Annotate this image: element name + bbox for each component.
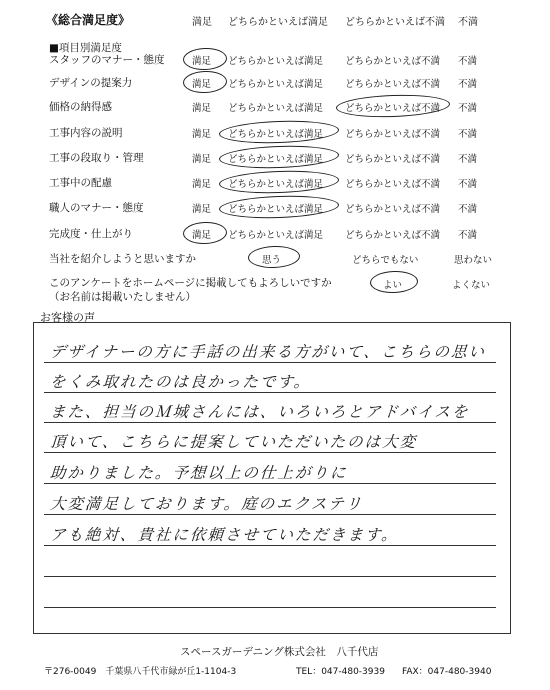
item-7-option-0[interactable]: 満足	[192, 230, 212, 241]
item-label-0: スタッフのマナー・態度	[49, 54, 165, 66]
publish-option-0[interactable]: よい	[383, 280, 403, 291]
handwritten-line-6: アも絶対、貴社に依頼させていただきます。	[49, 526, 400, 544]
item-6-option-2[interactable]: どちらかといえば不満	[345, 204, 441, 215]
item-7-option-1[interactable]: どちらかといえば満足	[228, 230, 324, 241]
item-0-option-3[interactable]: 不満	[458, 56, 478, 67]
ruled-line	[44, 392, 496, 393]
ruled-line	[44, 607, 496, 608]
item-4-option-0[interactable]: 満足	[192, 154, 212, 165]
publish-note: （お名前は掲載いたしません）	[49, 291, 196, 303]
referral-option-2[interactable]: 思わない	[454, 255, 493, 266]
handwritten-line-2: また、担当のＭ城さんには、いろいろとアドバイスを	[49, 403, 471, 421]
selection-circle	[219, 119, 340, 145]
referral-option-0[interactable]: 思う	[262, 255, 282, 266]
selection-circle	[248, 245, 301, 269]
item-4-option-2[interactable]: どちらかといえば不満	[345, 154, 441, 165]
handwritten-line-3: 頂いて、こちらに提案していただいたのは大変	[49, 433, 418, 451]
selection-circle	[183, 47, 228, 71]
publish-option-1[interactable]: よくない	[452, 280, 491, 291]
company-name: スペースガーデニング株式会社 八千代店	[180, 646, 379, 658]
handwritten-line-5: 大変満足しております。庭のエクステリ	[49, 495, 364, 513]
item-2-option-3[interactable]: 不満	[458, 103, 478, 114]
item-5-option-1[interactable]: どちらかといえば満足	[228, 179, 324, 190]
item-4-option-3[interactable]: 不満	[458, 154, 478, 165]
selection-circle	[183, 70, 228, 94]
selection-circle	[219, 169, 340, 195]
ruled-line	[44, 422, 496, 423]
item-2-option-0[interactable]: 満足	[192, 103, 212, 114]
item-7-option-2[interactable]: どちらかといえば不満	[345, 230, 441, 241]
ruled-line	[44, 483, 496, 484]
referral-label: 当社を紹介しようと思いますか	[49, 253, 196, 265]
header-option-3: 不満	[458, 17, 478, 28]
item-6-option-1[interactable]: どちらかといえば満足	[228, 204, 324, 215]
item-1-option-1[interactable]: どちらかといえば満足	[228, 79, 324, 90]
selection-circle	[183, 221, 228, 245]
item-label-5: 工事中の配慮	[49, 177, 112, 189]
item-1-option-2[interactable]: どちらかといえば不満	[345, 79, 441, 90]
handwritten-line-0: デザイナーの方に手話の出来る方がいて、こちらの思い	[49, 343, 487, 361]
header-option-1: どちらかといえば満足	[228, 17, 328, 28]
handwritten-line-4: 助かりました。予想以上の仕上がりに	[49, 464, 349, 482]
handwritten-line-1: をくみ取れたのは良かったです。	[49, 373, 312, 391]
selection-circle	[370, 270, 419, 294]
item-label-6: 職人のマナー・態度	[49, 202, 144, 214]
ruled-line	[44, 514, 496, 515]
item-label-3: 工事内容の説明	[49, 127, 123, 139]
survey-title: 《総合満足度》	[46, 13, 131, 27]
item-7-option-3[interactable]: 不満	[458, 230, 478, 241]
item-label-1: デザインの提案力	[49, 77, 133, 89]
item-5-option-3[interactable]: 不満	[458, 179, 478, 190]
ruled-line	[44, 362, 496, 363]
ruled-line	[44, 452, 496, 453]
item-3-option-0[interactable]: 満足	[192, 129, 212, 140]
item-1-option-3[interactable]: 不満	[458, 79, 478, 90]
item-label-2: 価格の納得感	[49, 101, 112, 113]
item-3-option-3[interactable]: 不満	[458, 129, 478, 140]
header-option-2: どちらかといえば不満	[345, 17, 445, 28]
item-6-option-3[interactable]: 不満	[458, 204, 478, 215]
item-3-option-1[interactable]: どちらかといえば満足	[228, 129, 324, 140]
item-0-option-1[interactable]: どちらかといえば満足	[228, 56, 324, 67]
item-3-option-2[interactable]: どちらかといえば不満	[345, 129, 441, 140]
item-5-option-0[interactable]: 満足	[192, 179, 212, 190]
item-2-option-1[interactable]: どちらかといえば満足	[228, 103, 324, 114]
selection-circle	[219, 144, 340, 170]
referral-option-1[interactable]: どちらでもない	[352, 255, 419, 266]
publish-label: このアンケートをホームページに掲載してもよろしいですか	[49, 277, 332, 289]
company-address: 〒276-0049 千葉県八千代市緑が丘1-1104-3	[44, 667, 237, 677]
company-fax: FAX：047-480-3940	[402, 667, 492, 677]
header-option-0: 満足	[192, 17, 212, 28]
item-2-option-2[interactable]: どちらかといえば不満	[345, 103, 441, 114]
item-6-option-0[interactable]: 満足	[192, 204, 212, 215]
ruled-line	[44, 545, 496, 546]
voice-heading: お客様の声	[40, 311, 95, 324]
item-4-option-1[interactable]: どちらかといえば満足	[228, 154, 324, 165]
item-label-7: 完成度・仕上がり	[49, 228, 133, 240]
item-0-option-2[interactable]: どちらかといえば不満	[345, 56, 441, 67]
item-0-option-0[interactable]: 満足	[192, 56, 212, 67]
selection-circle	[219, 194, 340, 220]
company-tel: TEL：047-480-3939	[296, 667, 385, 677]
section-label: ■項目別満足度	[49, 42, 122, 54]
selection-circle	[336, 93, 451, 119]
ruled-line	[44, 576, 496, 577]
item-1-option-0[interactable]: 満足	[192, 79, 212, 90]
item-5-option-2[interactable]: どちらかといえば不満	[345, 179, 441, 190]
item-label-4: 工事の段取り・管理	[49, 152, 144, 164]
